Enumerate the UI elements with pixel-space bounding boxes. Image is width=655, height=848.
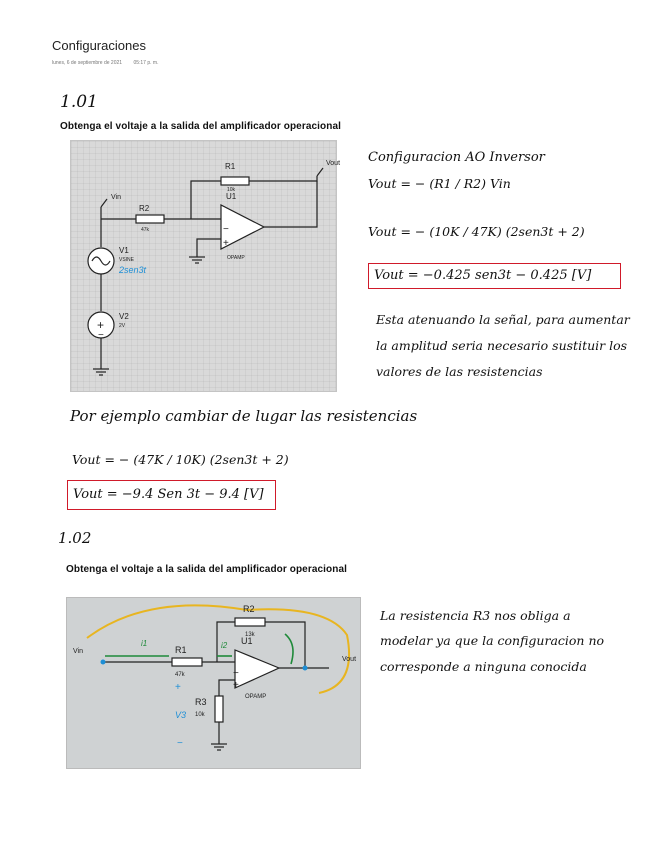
label-v1-note: 2sen3t [119, 265, 147, 275]
svg-text:−: − [98, 330, 104, 341]
label-vout-2: Vout [342, 656, 357, 663]
section2-number: 1.02 [58, 529, 92, 547]
page-date: lunes, 6 de septiembre de 2021 [52, 60, 123, 66]
svg-text:+: + [97, 318, 105, 332]
circuit-photo-2 [66, 597, 361, 769]
note-config: Configuracion AO Inversor [368, 150, 545, 165]
section2-question: Obtenga el voltaje a la salida del amplificador operacional [66, 564, 347, 575]
label-r2-val-1: 47k [141, 227, 150, 233]
label-r2-2: R2 [243, 604, 255, 614]
note-comment-3: valores de las resistencias [376, 364, 543, 379]
section1-question: Obtenga el voltaje a la salida del amplificador operacional [60, 121, 341, 132]
label-u1-2: U1 [241, 636, 253, 646]
note-comment-2: la amplitud seria necesario sustituir los [376, 338, 628, 353]
note-result-1: Vout = −0.425 sen3t − 0.425 [V] [374, 268, 592, 283]
section1-number: 1.01 [60, 92, 98, 112]
page-time: 05:17 p. m. [133, 60, 159, 66]
page-title: Configuraciones [52, 38, 146, 53]
label-r1-val-2: 47k [175, 672, 185, 678]
label-vin-2: Vin [73, 648, 83, 655]
label-r1-val-1: 10k [227, 187, 236, 193]
note-result-2: Vout = −9.4 Sen 3t − 9.4 [V] [73, 487, 264, 502]
circuit-diagram-1 [71, 141, 341, 391]
result-box-2 [67, 480, 276, 510]
label-u1-1: U1 [226, 192, 237, 201]
label-r3-2: R3 [195, 697, 207, 707]
label-r2-val-2: 13k [245, 632, 255, 638]
label-r3-val-2: 10k [195, 712, 205, 718]
label-r2-1: R2 [139, 204, 150, 213]
label-v3: V3 [175, 710, 187, 720]
page-meta [52, 60, 168, 66]
label-vin-1: Vin [111, 194, 121, 201]
svg-text:−: − [177, 738, 183, 749]
circuit-photo-1 [70, 140, 341, 392]
svg-text:+: + [223, 238, 229, 249]
circuit-diagram-2 [67, 598, 360, 768]
note-eq1: Vout = − (R1 / R2) Vin [368, 176, 511, 191]
label-i1: i1 [141, 639, 148, 648]
note2-line3: corresponde a ninguna conocida [380, 659, 587, 674]
label-vout-1: Vout [326, 160, 341, 167]
svg-text:+: + [233, 680, 239, 691]
label-r1-1: R1 [225, 162, 236, 171]
label-i2: i2 [221, 641, 228, 650]
result-box-1 [368, 263, 621, 289]
note-example: Por ejemplo cambiar de lugar las resistencias [70, 407, 418, 425]
note2-line2: modelar ya que la configuracion no [380, 633, 605, 648]
note-eq3: Vout = − (47K / 10K) (2sen3t + 2) [72, 452, 289, 467]
label-opamp-2: OPAMP [245, 694, 267, 700]
label-v1-type: VSINE [119, 257, 135, 263]
note2-line1: La resistencia R3 nos obliga a [380, 608, 571, 623]
label-opamp-1: OPAMP [227, 255, 245, 261]
svg-text:−: − [223, 224, 229, 235]
label-v2-val: 2V [119, 323, 126, 329]
label-v2: V2 [119, 312, 129, 321]
label-v1: V1 [119, 246, 129, 255]
note-comment-1: Esta atenuando la señal, para aumentar [376, 312, 630, 327]
note-eq2: Vout = − (10K / 47K) (2sen3t + 2) [368, 224, 585, 239]
svg-text:−: − [233, 668, 239, 679]
svg-text:+: + [175, 682, 181, 693]
label-r1-2: R1 [175, 645, 187, 655]
